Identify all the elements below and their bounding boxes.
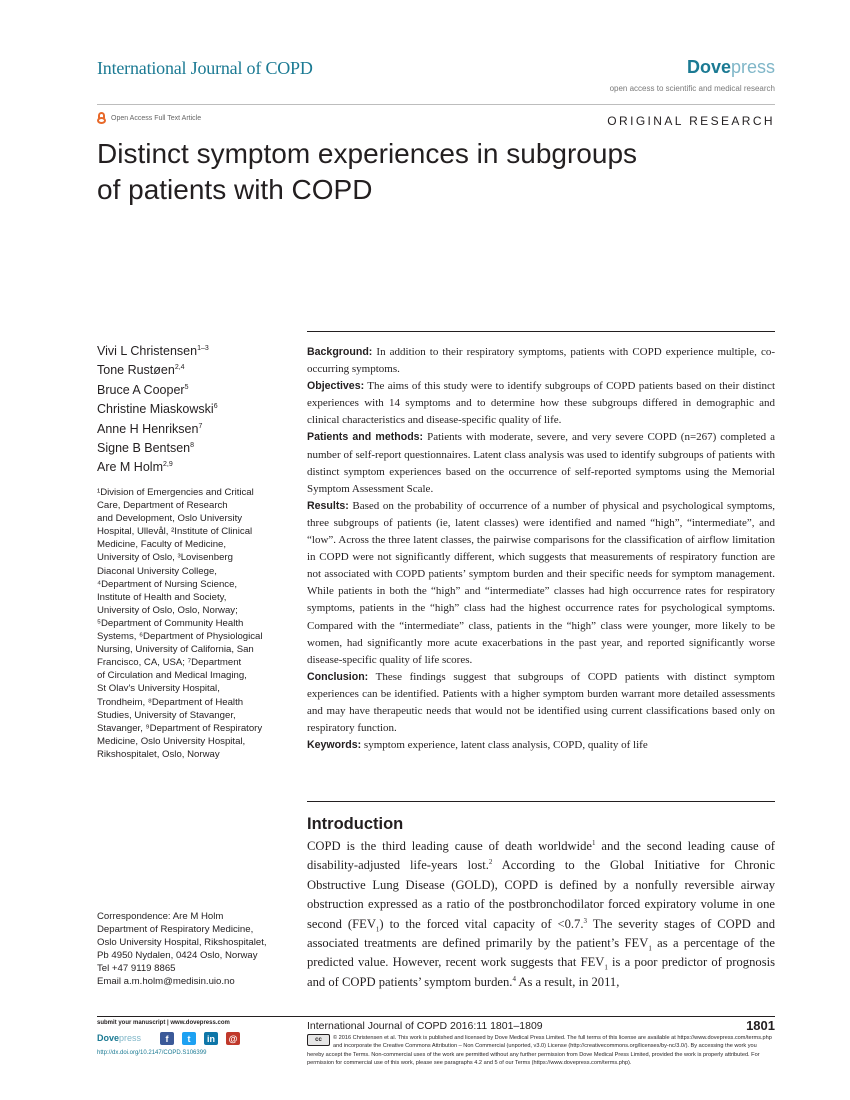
correspondence-line: Pb 4950 Nydalen, 0424 Oslo, Norway <box>97 950 258 962</box>
social-links <box>160 1032 240 1045</box>
open-access-text: Open Access Full Text Article <box>111 114 202 122</box>
submit-manuscript-link[interactable]: submit your manuscript | www.dovepress.com <box>97 1020 230 1026</box>
publisher-logo-press: press <box>730 57 775 77</box>
page-number: 1801 <box>746 1018 775 1033</box>
affiliation-line: ⁴Department of Nursing Science, <box>97 578 238 590</box>
doi-link[interactable]: http://dx.doi.org/10.2147/COPD.S106399 <box>97 1050 207 1056</box>
article-type: ORIGINAL RESEARCH <box>607 114 775 128</box>
affiliation-line: Diaconal University College, <box>97 565 217 577</box>
affiliation-line: ⁵Department of Community Health <box>97 617 244 629</box>
author: Bruce A Cooper$^5$ <box>97 382 189 397</box>
license-text: © 2016 Christensen et al. This work is published and licensed by Dove Medical Press Limited. The full terms of this license are available at https://www.dovepress.com/terms.php and incorporate the Creative Commons Attribution – Non Commercial (unported, v3.0) License (http://creativecommons.org/licenses/by-nc/3.0/). By accessing the work you <box>333 1035 772 1050</box>
affiliation-line: Rikshospitalet, Oslo, Norway <box>97 748 220 760</box>
introduction-paragraph: COPD is the third leading cause of death worldwide$^1$ and the second leading cause of disability-adjusted life-years lost.$^2$ According to the Global Initiative for Chronic Obstructive Lung Disease (GOLD), COPD is defined by a nonfully reversible airway obstruction expressed as a ratio of the postbronchodilator forced expiratory volume in one second $(FEV_1)$ to the forced vital capacity of <0.7.$^3$ The severity stages of COPD and associated treatments are defined primarily by the patient’s $FEV_1$ as a percentage of the predicted value. However, recent work suggests that $FEV_1$ is a poor predictor of prognosis and of COPD patients’ symptom burden.$^4$ As a result, in 2011, <box>307 838 775 989</box>
affiliation-line: Stavanger, ⁹Department of Respiratory <box>97 722 263 734</box>
creative-commons-icon: cc <box>307 1034 330 1046</box>
author: Christine Miaskowski$^6$ <box>97 402 218 417</box>
open-access-icon <box>97 112 106 124</box>
twitter-icon[interactable]: t <box>182 1032 196 1045</box>
affiliation-line: St Olav's University Hospital, <box>97 683 220 695</box>
publisher-logo <box>687 57 775 78</box>
author: Anne H Henriksen$^7$ <box>97 421 203 436</box>
author: Signe B Bentsen$^8$ <box>97 441 195 456</box>
correspondence-line: Oslo University Hospital, Rikshospitalet, <box>97 937 267 949</box>
affiliation-line: Systems, ⁶Department of Physiological <box>97 631 263 643</box>
affiliation-line: Care, Department of Research <box>97 500 228 512</box>
affiliation-line: of Circulation and Medical Imaging, <box>97 670 247 682</box>
abstract-methods: Patients and methods: Patients with moderate, severe, and very severe COPD (n=267) completed a number of self-report questionnaires. Latent class analysis was used to identify subgroups of patients with distinct symptom experiences based on the occurrence of self-reported symptoms using the Memorial Symptom Assessment Scale. <box>307 431 775 495</box>
affiliations <box>97 486 297 761</box>
author: Are M Holm$^{2,9}$ <box>97 460 173 475</box>
correspondence-line: Tel +47 9119 8865 <box>97 963 176 975</box>
linkedin-icon[interactable]: in <box>204 1032 218 1045</box>
correspondence-email[interactable]: Email a.m.holm@medisin.uio.no <box>97 976 235 988</box>
facebook-icon[interactable]: f <box>160 1032 174 1045</box>
open-access-label <box>97 112 201 124</box>
publisher-logo-dove: Dove <box>686 57 731 77</box>
affiliation-line: Medicine, Oslo University Hospital, <box>97 735 246 747</box>
correspondence-line: Department of Respiratory Medicine, <box>97 924 254 936</box>
abstract-keywords: Keywords: symptom experience, latent class analysis, COPD, quality of life <box>307 739 648 752</box>
affiliation-line: University of Oslo, ³Lovisenberg <box>97 552 233 564</box>
affiliation-line: Trondheim, ⁸Department of Health <box>97 696 244 708</box>
affiliation-line: Medicine, Faculty of Medicine, <box>97 539 227 551</box>
author: Tone Rustøen$^{2,4}$ <box>97 363 185 378</box>
introduction-heading: Introduction <box>307 815 404 833</box>
abstract-objectives: Objectives: The aims of this study were to identify subgroups of COPD patients based on their distinct experiences with 14 symptoms and to determine how these subgroups differed in demographic and clinical characteristics and disease-specific quality of life. <box>307 380 775 427</box>
affiliation-line: Nursing, University of California, San <box>97 644 254 656</box>
affiliation-line: University of Oslo, Oslo, Norway; <box>97 604 238 616</box>
abstract-conclusion: Conclusion: These findings suggest that subgroups of COPD patients with distinct symptom experiences can be identified. Patients with a higher symptom burden warrant more detailed assessments and may have therapeutic needs that would not be identified using current classifications based only on respiratory function. <box>307 670 775 735</box>
affiliation-line: and Development, Oslo University <box>97 513 243 525</box>
footer-publisher-logo: Dovepress <box>97 1033 142 1043</box>
title-line-2: of patients with COPD <box>97 174 373 205</box>
abstract-background: Background: In addition to their respiratory symptoms, patients with COPD experience multiple, co-occurring symptoms. <box>307 346 775 376</box>
article-title <box>97 136 737 208</box>
footer-rule <box>97 1016 775 1017</box>
journal-name: International Journal of COPD <box>97 58 313 78</box>
abstract <box>307 344 775 754</box>
header-divider <box>97 104 775 105</box>
author-list <box>97 342 297 478</box>
license-text-continued: hereby accept the Terms. Non-commercial uses of the work are permitted without any further permission from Dove Medical Press Limited, provided the work is properly attributed. For permission for commercial use of this work, please see paragraphs 4.2 and 5 of our Terms (https://www.dovepress.com/terms.php). <box>307 1052 760 1067</box>
affiliation-line: Institute of Health and Society, <box>97 591 227 603</box>
affiliation-line: Hospital, Ullevål, ²Institute of Clinical <box>97 526 253 538</box>
author: Vivi L Christensen$^{1-3}$ <box>97 344 209 358</box>
affiliation-line: ¹Division of Emergencies and Critical <box>97 487 254 498</box>
title-line-1: Distinct symptom experiences in subgroups <box>97 138 638 169</box>
affiliation-line: Francisco, CA, USA; ⁷Department <box>97 657 242 669</box>
affiliation-line: Studies, University of Stavanger, <box>97 709 236 721</box>
correspondence-line: Correspondence: Are M Holm <box>97 911 224 922</box>
correspondence <box>97 910 302 989</box>
abstract-top-rule <box>307 331 775 332</box>
footer-journal-citation: International Journal of COPD 2016:11 1801–1809 <box>307 1020 543 1032</box>
abstract-bottom-rule <box>307 801 775 802</box>
abstract-results: Results: Based on the probability of occurrence of a number of physical and psychological symptoms, three subgroups of patients (ie, latent classes) were identified and named “high”, “intermediate”, and “low”. Across the three latent classes, the pairwise comparisons for the classification of airflow limitation in COPD were not significantly different, which suggests that measurements of respiratory function are not associated with COPD patients’ symptom burden and their specific needs for symptom management. While patients in both the “high” and “intermediate” classes had high occurrence rates for respiratory symptoms, patients in the “high” class had the highest occurrence rates for psychological symptoms. Compared with the “intermediate” class, patients in the “high” class were younger, more likely to be women, had significantly more acute exacerbations in the past year, and reported significantly worse disease-specific quality of life scores. <box>307 499 775 666</box>
email-icon[interactable]: @ <box>226 1032 240 1045</box>
publisher-tagline: open access to scientific and medical research <box>609 84 775 93</box>
